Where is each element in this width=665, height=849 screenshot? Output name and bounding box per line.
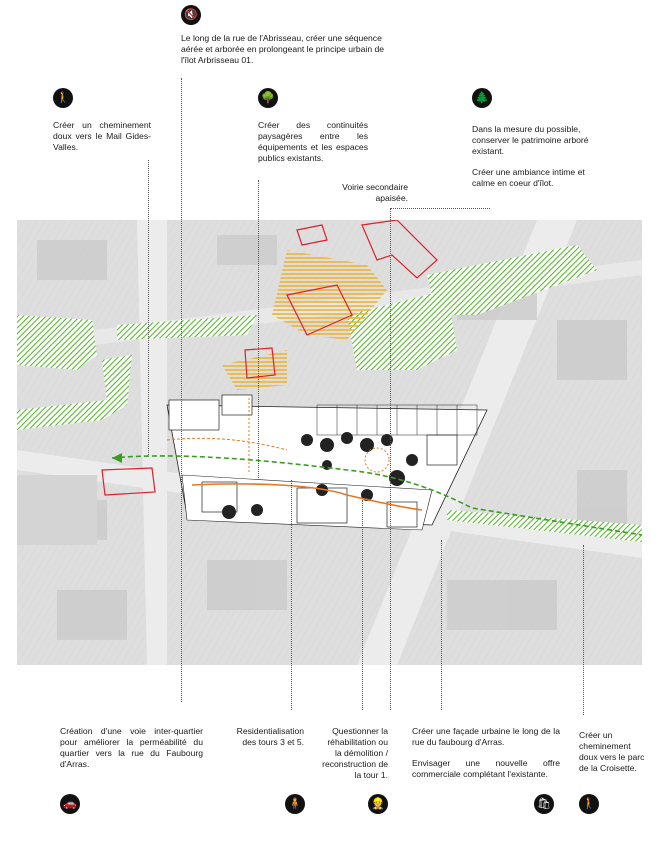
- note-abrisseau: Le long de la rue de l'Abrisseau, créer une séquence aérée et arborée en prolongeant le principe urbain de l'îlot Arbrisseau 01.: [181, 33, 385, 65]
- note-continuites: Créer des continuités paysagères entre les équipements et les espaces publics existants.: [258, 120, 368, 163]
- note-voirie: Voirie secondaire apaisée.: [342, 182, 408, 203]
- tree-preserve-icon: 🌲: [472, 88, 492, 108]
- no-noise-icon: 🔇: [181, 5, 201, 25]
- note-cheminement-croisette: Créer un cheminement doux vers le parc de la Croisette.: [579, 730, 645, 773]
- leader-tour1: [362, 500, 363, 710]
- tree-icon: 🌳: [258, 88, 278, 108]
- resident-icon: 🧍: [285, 794, 305, 814]
- leader-residentialisation: [291, 480, 292, 710]
- note-cheminement-mail: Créer un cheminement doux vers le Mail Gides-Valles.: [53, 120, 151, 152]
- note-ambiance: Créer une ambiance intime et calme en coeur d'îlot.: [472, 167, 585, 188]
- note-commerce: Envisager une nouvelle offre commerciale complétant l'existante.: [412, 758, 560, 779]
- site-plan-map: [17, 220, 642, 665]
- note-voie-interquartier: Création d'une voie inter-quartier pour améliorer la perméabilité du quartier vers la rue du Faubourg d'Arras.: [60, 726, 203, 769]
- leader-abrisseau: [181, 78, 182, 702]
- leader-cheminement-mail: [148, 160, 149, 455]
- notes-right: [472, 124, 607, 199]
- leader-voirie: [390, 208, 391, 710]
- site-block: [167, 395, 487, 530]
- green-zone-left: [17, 315, 97, 370]
- car-icon: 🚗: [60, 794, 80, 814]
- leader-voirie-h: [390, 208, 490, 209]
- note-residentialisation: Residentialisation des tours 3 et 5.: [236, 726, 304, 747]
- notes-facade: [412, 726, 560, 790]
- leader-facade: [441, 540, 442, 710]
- leader-croisette: [583, 545, 584, 715]
- pedestrian-icon: 🚶: [53, 88, 73, 108]
- note-facade: Créer une façade urbaine le long de la rue du faubourg d'Arras.: [412, 726, 560, 747]
- leader-continuites: [258, 180, 259, 480]
- shopper-icon: 🛍: [534, 794, 554, 814]
- note-patrimoine: Dans la mesure du possible, conserver le patrimoine arboré existant.: [472, 124, 589, 156]
- pedestrian-icon-2: 🚶: [579, 794, 599, 814]
- note-tour1: Questionner la réhabilitation ou la démolition / reconstruction de la tour 1.: [322, 726, 388, 780]
- demolition-worker-icon: 👷: [368, 794, 388, 814]
